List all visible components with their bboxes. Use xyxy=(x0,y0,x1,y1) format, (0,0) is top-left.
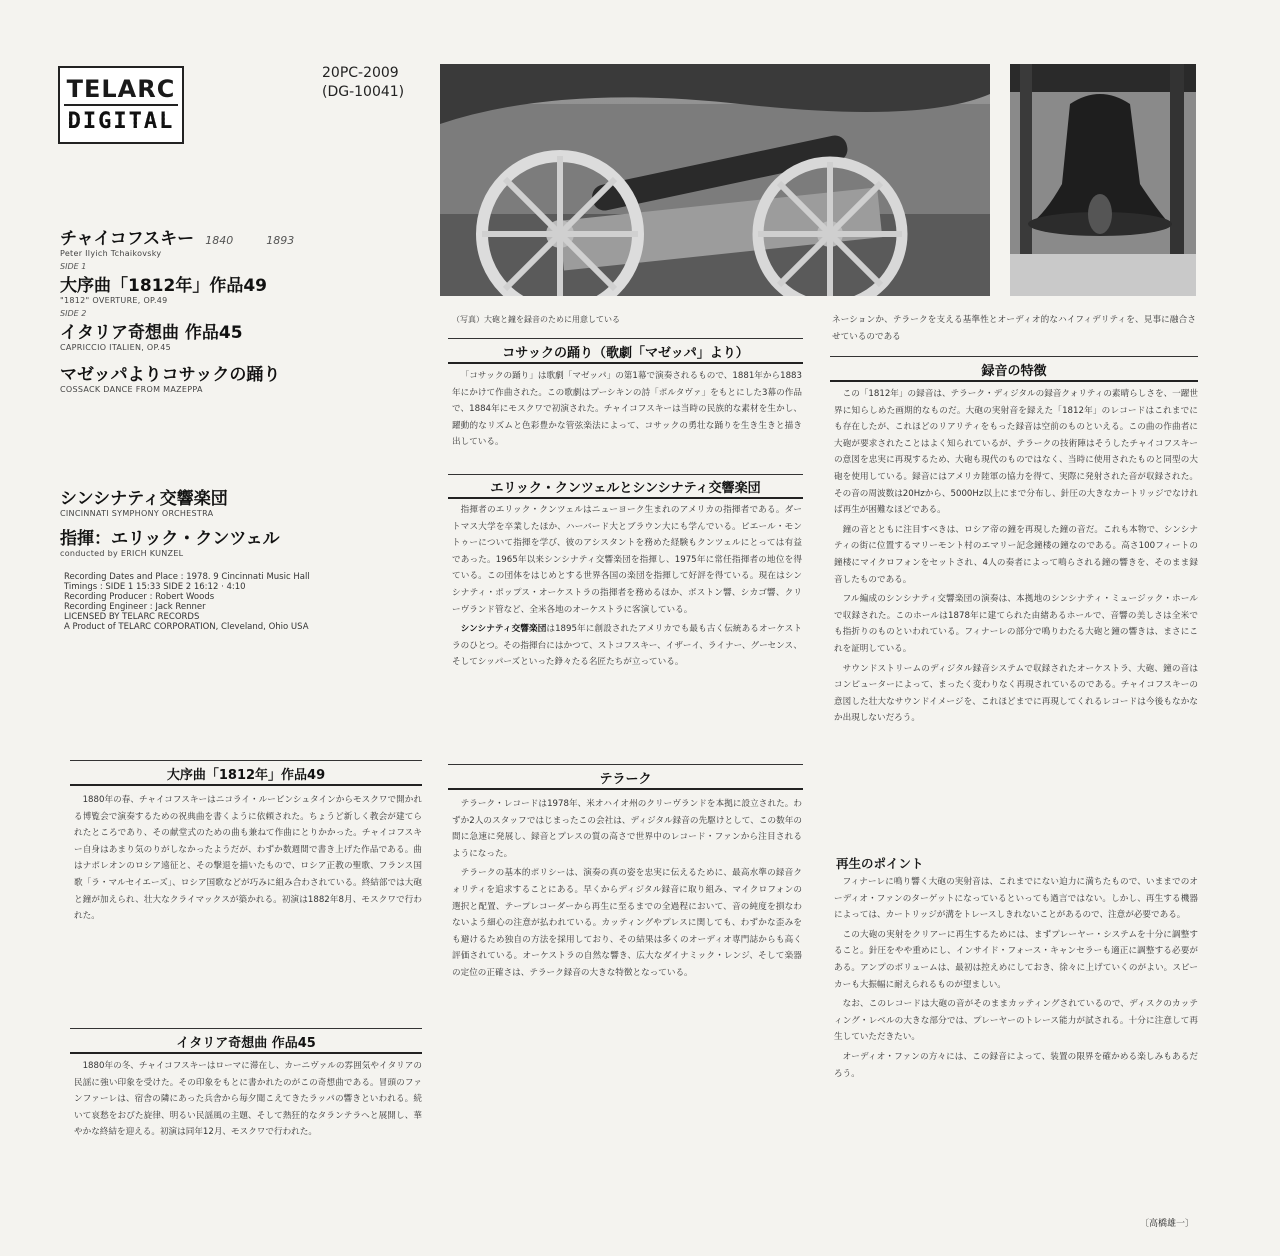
paragraph-rest: は1895年に創設されたアメリカでも最も古く伝統あるオーケストラのひとつ。その指揮台にはかつて、ストコフスキー、イザーイ、ライナー、グーセンス、そしてシッパーズといった錚々たる名匠たちが立っている。 xyxy=(452,624,802,668)
paragraph: 「コサックの踊り」は歌劇「マゼッパ」の第1幕で演奏されるもので、1881年から1883年にかけて作曲された。この歌劇はプーシキンの詩「ポルタヴァ」をもとにした3幕の作品で、1884年にモスクワで初演された。チャイコフスキーは当時の民族的な素材を生かし、躍動的なリズムと色彩豊かな管弦楽法によって、コサックの勇壮な踊りを生き生きと描き出している。 xyxy=(452,371,802,448)
divider xyxy=(448,362,803,364)
overture-text xyxy=(74,792,422,1022)
paragraph: サウンドストリームのディジタル録音システムで収録されたオーケストラ、大砲、鐘の音はコンピューターによって、まったく変わりなく再現されているのである。チャイコフスキーの意図した壮大なサウンドイメージを、これほどまでに再現してくれるレコードは今後もなかなか出現しないだろう。 xyxy=(834,663,1198,724)
credit-line: Recording Dates and Place : 1978. 9 Cincinnati Music Hall xyxy=(64,572,310,582)
divider xyxy=(70,784,422,786)
continued-text: ネーションか、テラークを支える基準性とオーディオ的なハイフィデリティを、見事に融合させているのである xyxy=(832,315,1196,342)
paragraph: オーディオ・ファンの方々には、この録音によって、装置の限界を確かめる楽しみもあるだろう。 xyxy=(834,1051,1198,1079)
cossack-text xyxy=(452,368,802,468)
capriccio-heading: イタリア奇想曲 作品45 xyxy=(176,1036,316,1051)
photo-caption: （写真）大砲と鐘を録音のために用意している xyxy=(452,315,620,324)
orchestra-bold: シンシナティ交響楽団 xyxy=(460,624,547,635)
paragraph: 指揮者のエリック・クンツェルはニューヨーク生まれのアメリカの指揮者である。ダートマス大学を卒業したほか、ハーバード大とブラウン大にも学んでいる。ピエール・モントゥーについて指揮を学び、彼のアシスタントを務めた経験もクンツェルにとっては有益であった。1965年以来シンシナティ交響楽団を指揮し、1975年に常任指揮者の地位を得ている。この団体をはじめとする世界各国の楽団を指揮して好評を得ている。現在はシンシナティ・ポップス・オーケストラの指揮者を務めるほか、ボストン響、シカゴ響、クリーヴランド管など、全米各地のオーケストラに客演している。 xyxy=(452,505,802,615)
program-listing xyxy=(60,224,400,394)
paragraph: フル編成のシンシナティ交響楽団の演奏は、本拠地のシンシナティ・ミュージック・ホールで収録された。このホールは1878年に建てられた由緒あるホールで、音響の美しさは全米でも指折りのものといわれている。フィナーレの部分で鳴りわたる大砲と鐘の響きは、まさにこれを証明している。 xyxy=(834,594,1198,654)
divider xyxy=(448,788,803,790)
composer-name: チャイコフスキー xyxy=(60,229,195,249)
catalog-numbers xyxy=(322,64,404,102)
cannon-illustration xyxy=(440,64,990,296)
performers xyxy=(60,484,400,558)
conductor-name-en: conducted by ERICH KUNZEL xyxy=(60,549,184,558)
capriccio-text xyxy=(74,1058,422,1228)
recording-heading: 録音の特徴 xyxy=(981,364,1047,379)
playback-text xyxy=(834,874,1198,1214)
catalog-number: 20PC-2009 xyxy=(322,65,399,81)
playback-heading: 再生のポイント xyxy=(836,856,924,871)
paragraph: フィナーレに鳴り響く大砲の実射音は、これまでにない迫力に満ちたもので、いままでのオーディオ・ファンのターゲットになっているといっても過言ではない。しかし、再生する機器によっては、カートリッジが溝をトレースしきれないことがあるので、注意が必要である。 xyxy=(834,877,1198,921)
work2-title: イタリア奇想曲 作品45 xyxy=(60,323,243,343)
telarc-digital-logo xyxy=(58,66,184,144)
paragraph: この「1812年」の録音は、テラーク・ディジタルの録音クォリティの素晴らしさを、一躍世界に知らしめた画期的なものだ。大砲の実射音を録えた「1812年」のレコードはこれまでにも存在したが、これほどのリアリティをもった録音は空前のものといえる。この曲の作曲者に大砲が要求されたことはよく知られているが、テラークの技術陣はそうしたチャイコフスキーの意図を忠実に再現するため、大砲も現代のものではなく、当時に使用されたものと同型の大砲を使用している。録音にはアメリカ陸軍の協力を得て、実際に発射された音が収録された。その音の周波数は20Hzから、5000Hz以上にまで分布し、針圧の大きなカートリッジでなければ再生が困難なほどである。 xyxy=(834,389,1198,516)
telarc-text xyxy=(452,796,802,1228)
paragraph xyxy=(452,621,802,671)
paragraph: 1880年の冬、チャイコフスキーはローマに滞在し、カーニヴァルの雰囲気やイタリアの民謡に強い印象を受けた。その印象をもとに書かれたのがこの奇想曲である。冒頭のファンファーレは、宿舎の隣にあった兵舎から毎夕聞こえてきたラッパの響きといわれる。続いて哀愁をおびた旋律、明るい民謡風の主題、そして熱狂的なタランテラへと展開し、華やかな終結を迎える。初演は同年12月、モスクワで行われた。 xyxy=(74,1061,422,1138)
logo-telarc: TELARC xyxy=(64,74,178,106)
paragraph: なお、このレコードは大砲の音がそのままカッティングされているので、ディスクのカッティング・レベルの大きな部分では、プレーヤーのトレース能力が試される。十分に注意して再生していただきたい。 xyxy=(834,999,1198,1043)
divider xyxy=(448,474,803,475)
paragraph: 鐘の音とともに注目すべきは、ロシア帝の鐘を再現した鐘の音だ。これも本物で、シンシナティの街に位置するマリーモント村のエマリー記念鐘楼の鐘なのである。高さ100フィートの鐘楼にマイクロフォンをセットされ、4人の奏者によって鳴らされる鐘の響きを、そのまま録音したものである。 xyxy=(834,524,1198,585)
credit-line: Recording Producer : Robert Woods xyxy=(64,592,215,602)
overture-heading: 大序曲「1812年」作品49 xyxy=(166,768,326,783)
divider xyxy=(448,497,803,499)
divider xyxy=(70,1052,422,1054)
recording-text xyxy=(834,386,1198,832)
telarc-heading: テラーク xyxy=(599,772,652,787)
paragraph: 1880年の春、チャイコフスキーはニコライ・ルービンシュタインからモスクワで開かれる博覧会で演奏するための祝典曲を書くように依頼された。ちょうど新しく教会が建てられたところであり、その献堂式のための曲も兼ねて作曲にとりかかった。チャイコフスキー自身はあまり気のりがしなかったようだが、わずか数週間で書き上げた作品である。曲はナポレオンのロシア遠征と、その撃退を描いたもので、ロシア正教の聖歌、フランス国歌「ラ・マルセイエーズ」、ロシア国歌などが巧みに組み合わされている。終結部では大砲と鐘が加えられ、壮大なクライマックスが築かれる。初演は1882年8月、モスクワで行われた。 xyxy=(74,795,422,922)
work3-title-en: COSSACK DANCE FROM MAZEPPA xyxy=(60,385,203,394)
bell-illustration xyxy=(1010,64,1196,296)
conductor-name: 指揮：エリック・クンツェル xyxy=(60,529,280,549)
paragraph: この大砲の実射をクリアーに再生するためには、まずプレーヤー・システムを十分に調整すること。針圧をやや重めにし、インサイド・フォース・キャンセラーも適正に調整する必要がある。アンプのボリュームは、最初は控えめにしておき、徐々に上げていくのがよい。スピーカーも大振幅に耐えられるものが望ましい。 xyxy=(834,929,1198,990)
divider xyxy=(830,356,1198,357)
kunzel-text xyxy=(452,502,802,754)
catalog-number-alt: (DG-10041) xyxy=(322,84,405,100)
credit-line: A Product of TELARC CORPORATION, Cleveland, Ohio USA xyxy=(64,622,309,632)
composer-name-en: Peter Ilyich Tchaikovsky xyxy=(60,249,162,258)
kunzel-heading: エリック・クンツェルとシンシナティ交響楽団 xyxy=(490,481,761,496)
divider xyxy=(70,1028,422,1029)
divider xyxy=(70,760,422,761)
orchestra-name: シンシナティ交響楽団 xyxy=(60,489,228,509)
divider xyxy=(448,338,803,339)
cannon-photo xyxy=(440,64,990,296)
composer-years: 1840 1893 xyxy=(205,234,295,247)
logo-digital: DIGITAL xyxy=(64,108,178,136)
work3-title: マゼッパよりコサックの踊り xyxy=(60,365,281,385)
paragraph: テラークの基本的ポリシーは、演奏の真の姿を忠実に伝えるために、最高水準の録音クォリティを追求することにある。早くからディジタル録音に取り組み、マイクロフォンの選択と配置、テープレコーダーから再生に至るまでの全過程において、音の純度を損なわないよう細心の注意が払われている。カッティングやプレスに関しても、わずかな歪みをも避けるため独自の方法を採用しており、その結果は多くのオーディオ専門誌からも高く評価されている。オーケストラの自然な響き、広大なダイナミック・レンジ、そして楽器の定位の正確さは、テラーク録音の大きな特徴となっている。 xyxy=(452,868,802,978)
work1-title: 大序曲「1812年」作品49 xyxy=(60,276,267,296)
cossack-heading: コサックの踊り（歌劇「マゼッパ」より） xyxy=(502,346,749,361)
work1-title-en: "1812" OVERTURE, OP.49 xyxy=(60,296,168,305)
recording-credits xyxy=(64,572,364,632)
bell-photo xyxy=(1010,64,1196,296)
credit-line: LICENSED BY TELARC RECORDS xyxy=(64,612,200,622)
side1-label: SIDE 1 xyxy=(60,262,87,271)
credit-line: Recording Engineer : Jack Renner xyxy=(64,602,206,612)
work2-title-en: CAPRICCIO ITALIEN, OP.45 xyxy=(60,343,172,352)
orchestra-name-en: CINCINNATI SYMPHONY ORCHESTRA xyxy=(60,509,214,518)
side2-label: SIDE 2 xyxy=(60,309,87,318)
divider xyxy=(830,380,1198,382)
credit-line: Timings : SIDE 1 15:33 SIDE 2 16:12 · 4:10 xyxy=(64,582,246,592)
author-signature: 〔高橋雄一〕 xyxy=(1140,1219,1195,1229)
divider xyxy=(448,764,803,765)
paragraph: テラーク・レコードは1978年、米オハイオ州のクリーヴランドを本拠に設立された。わずか2人のスタッフではじまったこの会社は、ディジタル録音の先駆けとして、この数年の間に急速に発展し、録音とプレスの質の高さで世界中のレコード・ファンから注目されるようになった。 xyxy=(452,799,802,859)
